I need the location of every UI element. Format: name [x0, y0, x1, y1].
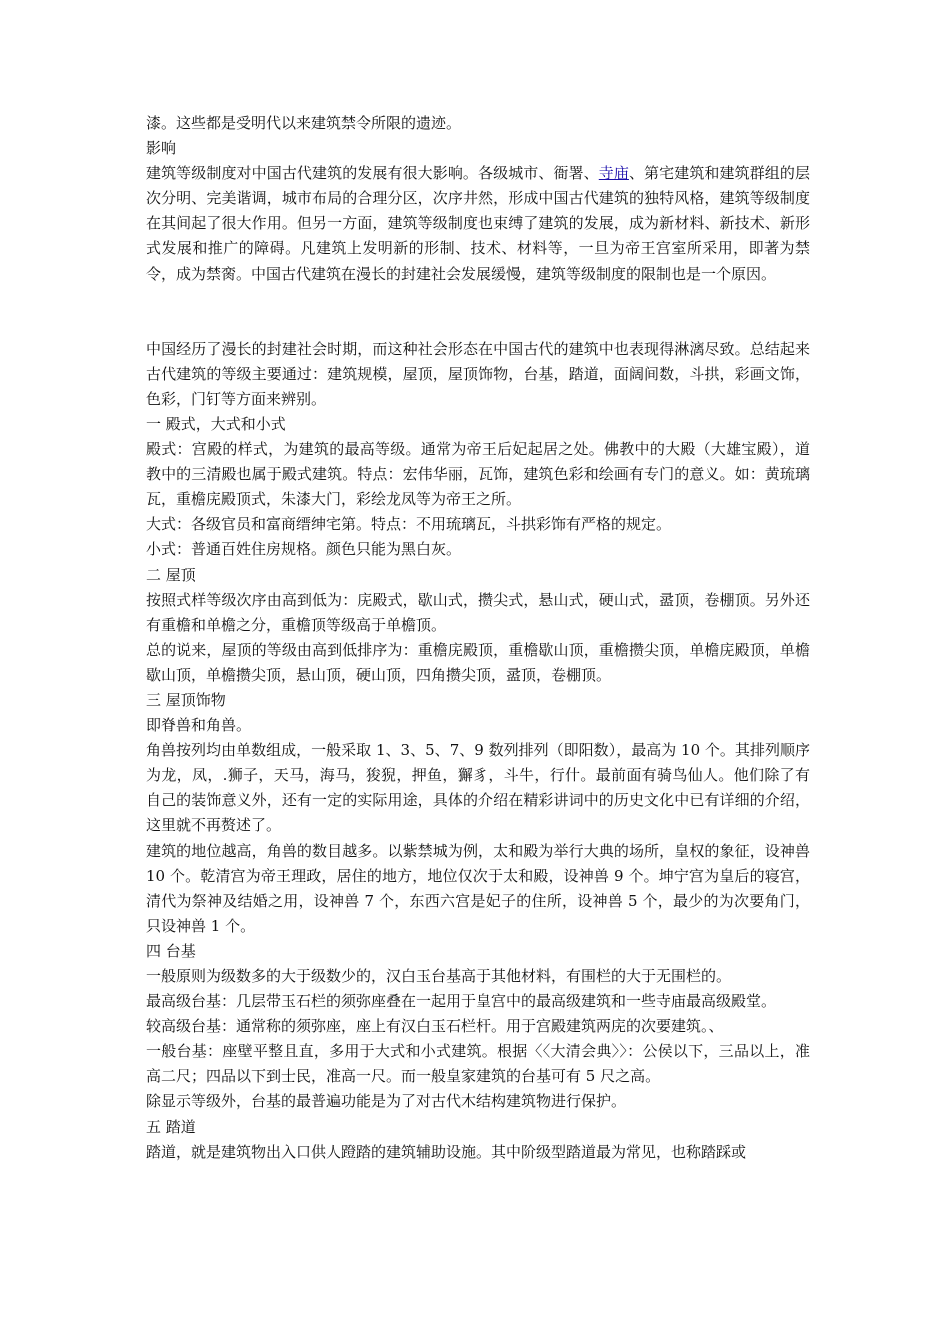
paragraph-continuation: 漆。这些都是受明代以来建筑禁令所限的遗迹。	[146, 114, 462, 132]
heading-influence: 影响	[146, 139, 177, 158]
paragraph-roof-order: 按照式样等级次序由高到低为：庑殿式，歇山式，攒尖式，悬山式，硬山式，盝顶，卷棚顶。另外还有重檐和单檐之分，重檐顶等级高于单檐顶。	[146, 590, 810, 634]
paragraph-text: 、第宅建筑和建筑群组的层次分明、完美谐调，城市布局的合理分区，次序井然，形成中国古代建筑的独特风格，建筑等级制度在其间起了很大作用。但另一方面，建筑等级制度也束缚了建筑的发展，成为新材料、新技术、新形式发展和推广的障碍。凡建筑上发明新的形制、技术、材料等，一旦为帝王宫室所采用，即著为禁令，成为禁脔。中国古代建筑在漫长的封建社会发展缓慢，建筑等级制度的限制也是一个原因。	[146, 164, 810, 283]
paragraph-palace-style: 殿式：宫殿的样式，为建筑的最高等级。通常为帝王后妃起居之处。佛教中的大殿（大雄宝殿），道教中的三清殿也属于殿式建筑。特点：宏伟华丽，瓦饰，建筑色彩和绘画有专门的意义。如：黄琉璃瓦，重檐庑殿顶式，朱漆大门，彩绘龙凤等为帝王之所。	[146, 440, 810, 509]
section-gap	[146, 287, 810, 337]
paragraph-corner-beasts: 角兽按列均由单数组成，一般采取 1、3、5、7、9 数列排列（即阳数），最高为 10 个。其排列顺序为龙，凤，.狮子，天马，海马，狻猊，押鱼，獬豸，斗牛，行什。最前面有骑鸟仙人。他们除了有自己的装饰意义外，还有一定的实际用途，具体的介绍在精彩讲词中的历史文化中已有详细的介绍，这里就不再赘述了。	[146, 741, 810, 835]
heading-roof: 二 屋顶	[146, 565, 196, 584]
paragraph-beast-count: 建筑的地位越高，角兽的数目越多。以紫禁城为例，太和殿为举行大典的场所，皇权的象征，设神兽 10 个。乾清宫为帝王理政，居住的地方，地位仅次于太和殿，设神兽 9 个。坤宁宫为皇后的寝宫，清代为祭神及结婚之用，设神兽 7 个，东西六宫是妃子的住所，设神兽 5 个，最少的为次要角门，只设神兽 1 个。	[146, 841, 810, 935]
paragraph-platform-highest: 最高级台基：几层带玉石栏的须弥座叠在一起用于皇宫中的最高级建筑和一些寺庙最高级殿堂。	[146, 992, 777, 1011]
paragraph-small-style: 小式：普通百姓住房规格。颜色只能为黑白灰。	[146, 540, 462, 559]
paragraph-steps: 踏道，就是建筑物出入口供人蹬踏的建筑辅助设施。其中阶级型踏道最为常见，也称踏踩或	[146, 1142, 747, 1161]
paragraph-platform-higher: 较高级台基：通常称的须弥座，座上有汉白玉石栏杆。用于宫殿建筑两庑的次要建筑。、	[146, 1017, 724, 1036]
paragraph-influence	[146, 161, 810, 286]
paragraph-text: 建筑等级制度对中国古代建筑的发展有很大影响。各级城市、衙署、	[146, 164, 599, 183]
document-page	[146, 111, 810, 1165]
paragraph-grand-style: 大式：各级官员和富商缙绅宅第。特点：不用琉璃瓦，斗拱彩饰有严格的规定。	[146, 515, 672, 534]
heading-roof-ornaments: 三 屋顶饰物	[146, 690, 226, 709]
paragraph-platform-general: 一般台基：座壁平整且直，多用于大式和小式建筑。根据〈〈大清会典〉〉：公侯以下，三品以上，准高二尺；四品以下到士民，准高一尺。而一般皇家建筑的台基可有 5 尺之高。	[146, 1042, 810, 1086]
paragraph-platform-rule: 一般原则为级数多的大于级数少的，汉白玉台基高于其他材料，有围栏的大于无围栏的。	[146, 967, 732, 985]
paragraph-roof-summary: 总的说来，屋顶的等级由高到低排序为：重檐庑殿顶，重檐歇山顶，重檐攒尖顶，单檐庑殿顶，单檐歇山顶，单檐攒尖顶，悬山顶，硬山顶，四角攒尖顶，盝顶，卷棚顶。	[146, 640, 810, 684]
heading-steps: 五 踏道	[146, 1117, 196, 1136]
heading-palace-style: 一 殿式，大式和小式	[146, 414, 286, 433]
heading-platform: 四 台基	[146, 941, 196, 960]
paragraph-ornaments-intro: 即脊兽和角兽。	[146, 716, 252, 735]
paragraph-platform-function: 除显示等级外，台基的最普遍功能是为了对古代木结构建筑物进行保护。	[146, 1092, 627, 1111]
temple-link[interactable]: 寺庙	[598, 164, 629, 183]
paragraph-intro: 中国经历了漫长的封建社会时期，而这种社会形态在中国古代的建筑中也表现得淋漓尽致。总结起来古代建筑的等级主要通过：建筑规模，屋顶，屋顶饰物，台基，踏道，面阔间数，斗拱，彩画文饰，色彩，门钉等方面来辨别。	[146, 339, 810, 408]
